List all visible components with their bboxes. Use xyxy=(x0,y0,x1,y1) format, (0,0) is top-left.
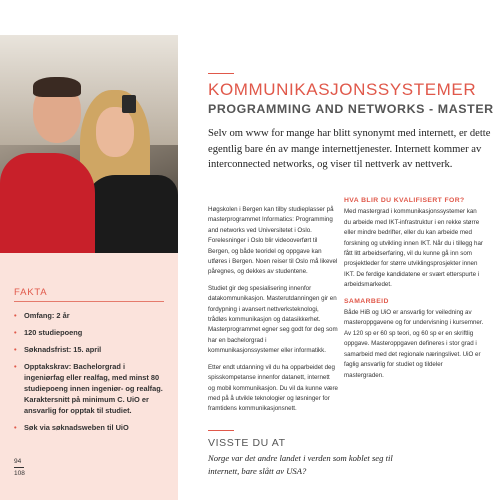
lead-paragraph: Selv om www for mange har blitt synonymt med internett, er dette egentlig bare én av mange internettjenester. Internett kommer av interconnected networks, og viser til nettverk av nettverk. xyxy=(208,128,491,170)
fakta-item: • Opptakskrav: Bachelorgrad i ingeniørfag eller realfag, med minst 80 studiepoeng innen ingeniør- og realfag. Karaktersnitt på minimum C. UiO er ansvarlig for opptak til studiet. xyxy=(14,361,164,416)
fakta-box xyxy=(0,253,178,500)
visste-divider xyxy=(208,430,234,431)
students-photo xyxy=(0,35,178,253)
photo-woman-face xyxy=(96,107,134,157)
qualification-heading: HVA BLIR DU KVALIFISERT FOR? xyxy=(344,197,465,204)
visste-text: Norge var det andre landet i verden som koblet seg til internett, bare slått av USA? xyxy=(208,453,393,476)
page-subtitle: PROGRAMMING AND NETWORKS - MASTER xyxy=(208,102,494,116)
body-paragraph: Etter endt utdanning vil du ha opparbeidet deg spisskompetanse innenfor datanett, internett og mobil kommunikasjon. Du vil da kunne være med på å utvikle teknologier og løsninger for framtidens kommunikasjonsnett. xyxy=(208,363,338,413)
body-column-left xyxy=(208,205,338,421)
qualification-paragraph: Med mastergrad i kommunikasjonssystemer kan du arbeide med IKT-infrastruktur i en rekke større eller mindre bedrifter, eller du kan arbeide med forskning og utvikling innen IKT. Når du i tillegg har fått litt arbeidserfaring, vil du kunne gå inn som prosjektleder for større utviklingsprosjekter innen IKT. De ferdige kandidatene er svært etterspurte i arbeidsmarkedet. xyxy=(344,208,483,289)
body-column-right xyxy=(344,197,484,387)
fakta-item: • Søk via søknadsweben til UiO xyxy=(14,422,164,433)
body-paragraph: Høgskolen i Bergen kan tilby studieplasser på masterprogrammet Informatics: Programming and networks ved Universitetet i Oslo. Forelesninger i Oslo blir videooverført til Bergen, og både teoridel og oppgave kan utføres i Bergen. Noen reiser til Oslo må likevel påregnes, og dekkes av studentene. xyxy=(208,206,338,276)
page-number-left: 94 xyxy=(14,458,22,465)
fakta-item: • 120 studiepoeng xyxy=(14,327,164,338)
fakta-item: • Søknadsfrist: 15. april xyxy=(14,344,164,355)
fakta-heading: FAKTA xyxy=(14,287,48,298)
photo-woman-jacket xyxy=(85,175,178,253)
phone-icon xyxy=(122,95,136,113)
fakta-list xyxy=(14,310,164,433)
body-paragraph: Studiet gir deg spesialisering innenfor datakommunikasjon. Masterutdanningen gir en fordypning i avansert nettverksteknologi, trådløs kommunikasjon og datasikkerhet. Masterprogrammet egner seg godt for deg som har en bachelorgrad i kommunikasjonssystemer eller informatikk. xyxy=(208,284,338,355)
page-number-divider xyxy=(14,467,24,468)
title-divider xyxy=(208,73,234,74)
visste-heading: VISSTE DU AT xyxy=(208,437,286,449)
page-number-right: 108 xyxy=(14,470,25,477)
photo-man-hair xyxy=(33,77,81,97)
fakta-divider xyxy=(14,301,164,302)
photo-man-shirt xyxy=(0,153,95,253)
page-title: KOMMUNIKASJONSSYSTEMER xyxy=(208,80,477,99)
cooperation-heading: SAMARBEID xyxy=(344,297,389,305)
fakta-item: • Omfang: 2 år xyxy=(14,310,164,321)
cooperation-paragraph: Både HiB og UiO er ansvarlig for veiledning av masteroppgavene og for undervisning i kursemner. Av 120 sp er 60 sp teori, og 60 sp er en skriftlig oppgave. Masteroppgaven defineres i stor grad i samarbeid med det regionale næringslivet. UiO er faglig ansvarlig for studiet og tildeler mastergraden. xyxy=(344,309,484,379)
